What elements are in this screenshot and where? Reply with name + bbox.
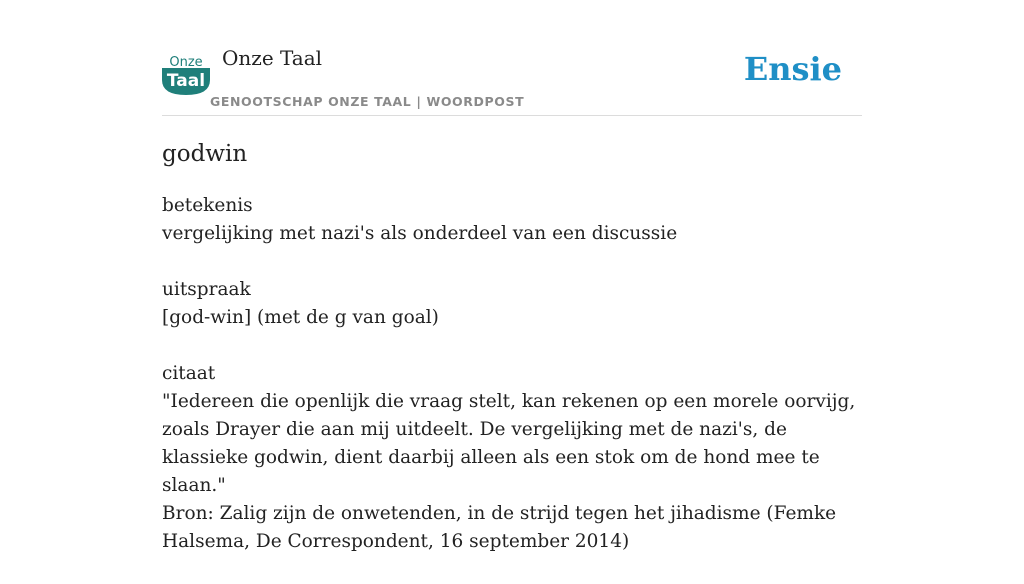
entry-title: godwin — [162, 141, 248, 167]
section-text: vergelijking met nazi's als onderdeel van een discussie — [162, 223, 678, 244]
quote-source: Bron: Zalig zijn de onwetenden, in de strijd tegen het jihadisme (Femke Halsema, De Correspondent, 16 september 2014) — [162, 503, 837, 552]
site-subtitle: GENOOTSCHAP ONZE TAAL | WOORDPOST — [210, 94, 525, 109]
site-name[interactable]: Onze Taal — [222, 46, 323, 70]
site-header — [162, 0, 862, 116]
logo-text-top: Onze — [169, 55, 203, 70]
section-label: betekenis — [162, 195, 253, 216]
section-citaat — [162, 360, 862, 556]
ensie-brand-link[interactable]: Ensie — [743, 50, 842, 88]
quote-text: "Iedereen die openlijk die vraag stelt, kan rekenen op een morele oorvijg, zoals Drayer die aan mij uitdeelt. De vergelijking met de nazi's, de klassieke godwin, dient daarbij alleen als een stok om de hond mee te slaan." — [162, 391, 856, 496]
section-betekenis — [162, 192, 862, 248]
section-uitspraak — [162, 276, 862, 332]
section-text: [god-win] (met de g van goal) — [162, 307, 439, 328]
section-label: uitspraak — [162, 279, 251, 300]
logo-text-bottom: Taal — [166, 71, 206, 91]
page-container — [162, 0, 862, 552]
entry-content — [162, 138, 862, 584]
onze-taal-logo[interactable] — [162, 52, 210, 95]
section-label: citaat — [162, 363, 216, 384]
